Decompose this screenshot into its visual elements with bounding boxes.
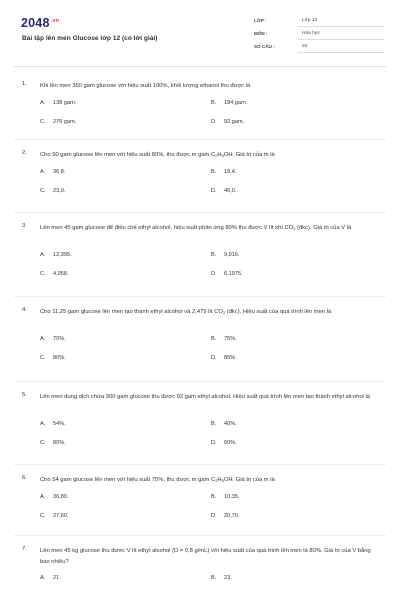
question-text: Lên men 45 gam glucose để điều chế ethyl alcohol, hiệu suất phản ứng 80% thu được V lít khí $CO_2$ (đkc). Giá trị của V là [40,225,352,231]
option-text: 9,916. [224,252,240,258]
answer-option[interactable] [211,188,236,194]
question-number: 1. [22,81,27,87]
option-letter: B. [211,494,217,500]
answer-option[interactable] [211,440,237,446]
option-text: 6,1975. [224,271,243,277]
answer-option[interactable] [40,494,69,500]
option-letter: C. [40,188,46,194]
answer-option[interactable] [211,169,236,175]
question-count-value: 20 [302,44,308,49]
answer-option[interactable] [211,100,247,106]
option-letter: B. [211,421,217,427]
answer-option[interactable] [40,575,61,581]
subject-value: Hóa học [302,31,320,36]
option-letter: A. [40,100,46,106]
question-number: 4. [22,307,27,313]
option-text: 36,8. [53,169,66,175]
option-letter: C. [40,271,46,277]
option-text: 27,60. [53,513,69,519]
logo-text: 2048 [21,16,50,30]
site-logo[interactable] [21,16,59,30]
class-value: Lớp 12 [302,18,318,23]
question-count-label: SỐ CÂU : [254,44,275,49]
answer-option[interactable] [40,440,66,446]
option-text: 80%. [53,440,66,446]
answer-option[interactable] [40,336,66,342]
question-number: 6. [22,475,27,481]
option-text: 12,395. [53,252,72,258]
option-text: 138 gam. [53,100,77,106]
option-letter: A. [40,421,46,427]
answer-option[interactable] [40,188,65,194]
option-letter: B. [211,575,217,581]
option-text: 23,0. [53,188,66,194]
answer-option[interactable] [40,421,66,427]
question-divider [14,381,386,382]
option-letter: A. [40,336,46,342]
question-divider [14,296,386,297]
option-text: 23. [224,575,232,581]
document-title: Bài tập lên men Glucose lớp 12 (có lời giải) [22,35,158,42]
question-divider [14,212,386,213]
question-text: Cho 11,25 gam glucose lên men tạo thành ethyl alcohol và 2,479 lít $CO_2$ (đkc). Hiệu suất của quá trình lên men là [40,309,332,315]
answer-option[interactable] [211,513,240,519]
option-letter: B. [211,336,217,342]
question-number: 3. [22,223,27,229]
class-label: LỚP : [254,18,267,23]
answer-option[interactable] [40,355,66,361]
option-text: 4,958. [53,271,69,277]
info-block [254,17,384,56]
option-letter: C. [40,513,46,519]
answer-option[interactable] [40,513,69,519]
option-letter: C. [40,119,46,125]
option-text: 21. [53,575,61,581]
question-text: Lên men 45 kg glucose thu được V lít ethyl alcohol (D = 0,8 g/mL) với hiệu suất của quá trình lên men là 80%. Giá trị của V bằng bao nhiêu? [40,548,371,565]
worksheet-header [18,14,384,66]
answer-option[interactable] [211,119,244,125]
option-text: 54%. [53,421,66,427]
header-divider [14,66,386,67]
info-underline [298,52,384,53]
option-text: 70%. [53,336,66,342]
answer-option[interactable] [211,252,240,258]
option-text: 92 gam. [224,119,245,125]
answer-option[interactable] [40,100,76,106]
info-underline [298,26,384,27]
option-letter: D. [211,440,217,446]
option-text: 40%. [224,421,237,427]
option-text: 60%. [224,440,237,446]
option-text: 20,70. [224,513,240,519]
option-letter: D. [211,271,217,277]
info-underline [298,39,384,40]
option-text: 18,4. [224,169,237,175]
question-divider [14,139,386,140]
answer-option[interactable] [211,494,240,500]
question-text: Cho 90 gam glucose lên men với hiệu suất 80%, thu được m gam $C_2H_5OH$. Giá trị của m là [40,152,275,158]
option-text: 75%. [224,336,237,342]
option-text: 85%. [224,355,237,361]
option-letter: D. [211,119,217,125]
info-row-subject [254,30,384,43]
answer-option[interactable] [211,336,237,342]
answer-option[interactable] [40,119,76,125]
question-number: 2. [22,150,27,156]
option-letter: D. [211,513,217,519]
option-letter: C. [40,440,46,446]
option-letter: A. [40,252,46,258]
question-divider [14,464,386,465]
option-text: 46,0. [224,188,237,194]
option-text: 276 gam. [53,119,77,125]
answer-option[interactable] [40,252,72,258]
logo-suffix: .vn [50,17,60,24]
option-letter: C. [40,355,46,361]
info-row-class [254,17,384,30]
subject-label: MÔN : [254,31,268,36]
option-letter: D. [211,188,217,194]
answer-option[interactable] [211,271,243,277]
option-letter: B. [211,100,217,106]
option-letter: B. [211,252,217,258]
question-number: 5. [22,392,27,398]
option-text: 80%. [53,355,66,361]
question-number: 7. [22,546,27,552]
info-row-count [254,43,384,56]
option-letter: A. [40,494,46,500]
option-letter: A. [40,575,46,581]
question-text: Lên men dung dịch chứa 300 gam glucose thu được 92 gam ethyl alcohol. Hiệu suất quá trình lên men tạo thành ethyl alcohol là [40,394,370,400]
answer-option[interactable] [211,355,237,361]
answer-option[interactable] [211,575,232,581]
option-letter: A. [40,169,46,175]
option-text: 184 gam. [224,100,248,106]
option-letter: D. [211,355,217,361]
answer-option[interactable] [40,169,65,175]
option-letter: B. [211,169,217,175]
question-text: Cho 54 gam glucose lên men với hiệu suất 75%, thu được m gam $C_2H_5OH$. Giá trị của m là [40,477,275,483]
answer-option[interactable] [40,271,69,277]
question-divider [14,535,386,536]
option-text: 36,80. [53,494,69,500]
option-text: 10,35. [224,494,240,500]
question-text: Khi lên men 360 gam glucose với hiệu suất 100%, khối lượng ethanol thu được là [40,83,251,89]
answer-option[interactable] [211,421,237,427]
